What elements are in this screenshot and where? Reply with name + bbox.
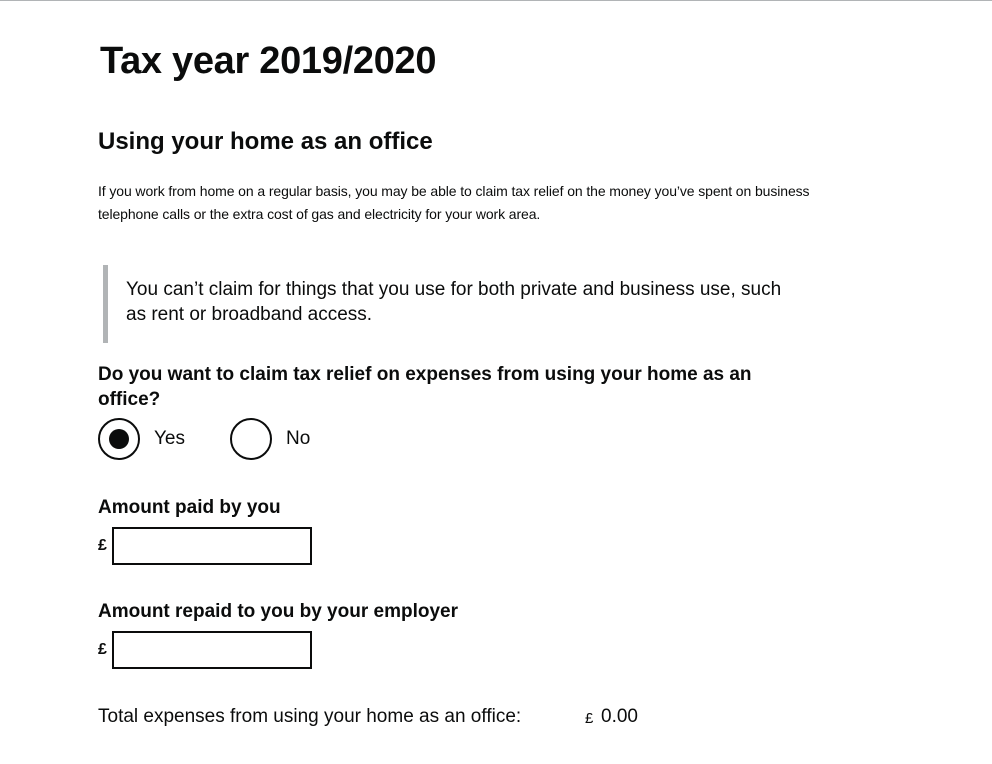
amount-repaid-currency: £ <box>98 641 107 658</box>
total-expenses-row <box>98 706 798 732</box>
amount-paid-row <box>98 527 318 565</box>
total-expenses-currency: £ <box>585 710 594 727</box>
amount-repaid-label: Amount repaid to you by your employer <box>98 601 458 622</box>
claim-radio-group <box>98 418 398 460</box>
amount-paid-label: Amount paid by you <box>98 497 281 518</box>
radio-yes[interactable] <box>98 418 208 460</box>
claim-question: Do you want to claim tax relief on expenses from using your home as an office? <box>98 364 752 410</box>
inset-text: You can’t claim for things that you use for both private and business use, such as rent or broadband access. <box>126 279 782 325</box>
radio-yes-label[interactable]: Yes <box>154 428 185 449</box>
section-heading: Using your home as an office <box>98 128 433 155</box>
page-title: Tax year 2019/2020 <box>100 40 437 82</box>
amount-paid-currency: £ <box>98 537 107 554</box>
top-divider <box>0 0 992 1</box>
intro-paragraph: If you work from home on a regular basis, you may be able to claim tax relief on the money you’ve spent on business telephone calls or the extra cost of gas and electricity for your work area. <box>98 183 810 222</box>
radio-no-circle[interactable] <box>230 418 272 460</box>
amount-repaid-row <box>98 631 318 669</box>
inset-text-block <box>103 265 798 343</box>
radio-yes-circle[interactable] <box>98 418 140 460</box>
amount-repaid-input[interactable] <box>112 631 312 669</box>
total-expenses-value: 0.00 <box>601 706 638 727</box>
amount-paid-input[interactable] <box>112 527 312 565</box>
total-expenses-label: Total expenses from using your home as an office: <box>98 706 522 727</box>
radio-no-label[interactable]: No <box>286 428 311 449</box>
radio-selected-dot <box>109 429 129 449</box>
radio-no[interactable] <box>230 418 340 460</box>
